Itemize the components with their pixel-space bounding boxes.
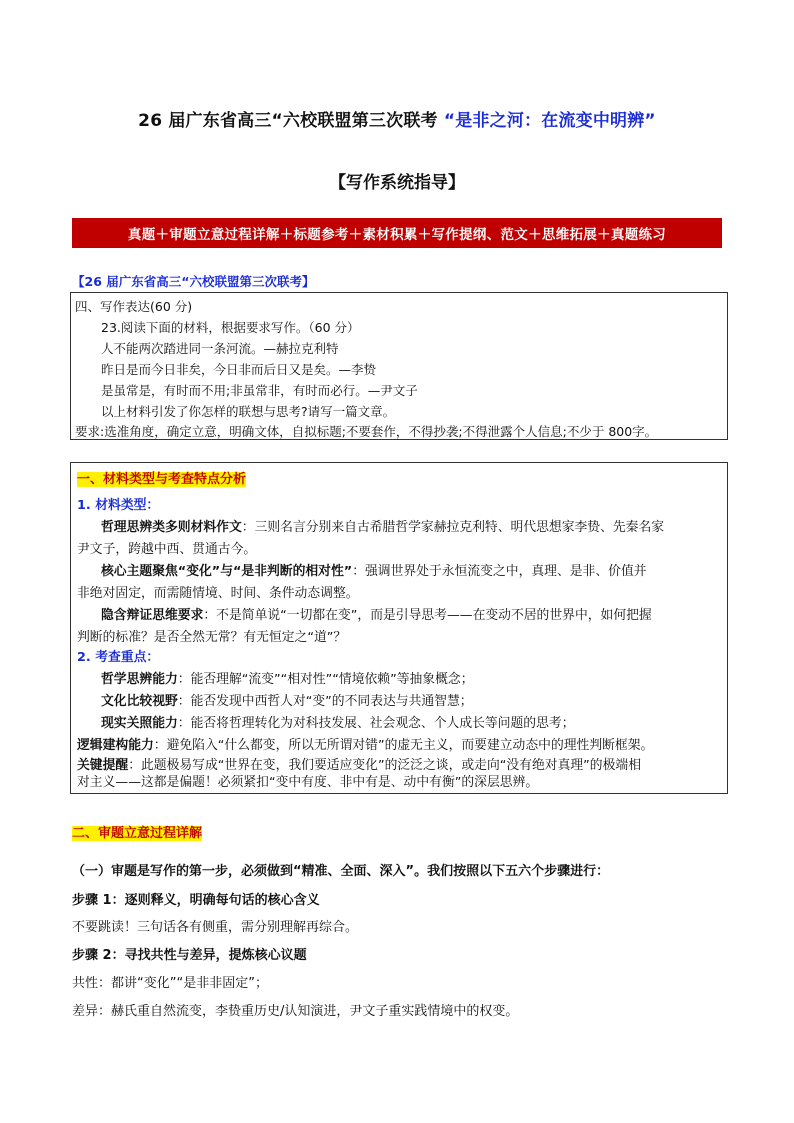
question-instruction: 以上材料引发了你怎样的联想与思考?请写一篇文章。 (101, 404, 396, 419)
document-subtitle: 【写作系统指导】 (329, 173, 465, 193)
type-text-2: 尹文子，跨越中西、贯通古今。 (77, 542, 257, 557)
process-heading-wrap (72, 822, 202, 841)
common-point: 共性：都讲“变化”“是非非固定”； (72, 976, 268, 991)
analysis-box (70, 462, 728, 794)
document-title (0, 106, 794, 131)
tip-text-2: 对主义——这都是偏题！必须紧扣“变中有度、非中有是、动中有衡”的深层思辨。 (77, 775, 539, 790)
dialectic-lead: 隐含辩证思维要求 (101, 608, 204, 623)
question-prompt: 23.阅读下面的材料，根据要求写作。（60 分） (101, 320, 360, 335)
focus1-text: ：能否理解“流变”“相对性”“情境依赖”等抽象概念； (177, 672, 474, 687)
question-section: 四、写作表达(60 分) (75, 299, 193, 314)
step2-title: 步骤 2：寻找共性与差异，提炼核心议题 (72, 948, 307, 963)
analysis-heading: 一、材料类型与考查特点分析 (77, 472, 247, 487)
content-banner: 真题＋审题立意过程详解＋标题参考＋素材积累＋写作提纲、范文＋思维拓展＋真题练习 (72, 218, 722, 248)
process-heading: 二、审题立意过程详解 (72, 826, 203, 841)
focus2-text: ：能否发现中西哲人对“变”的不同表达与共通智慧； (177, 694, 473, 709)
core-text-1: ：强调世界处于永恒流变之中，真理、是非、价值并 (352, 564, 647, 579)
quote-yin-wenzi: 是虽常是，有时而不用;非虽常非，有时而必行。—尹文子 (101, 383, 418, 398)
difference-point: 差异：赫氏重自然流变，李贽重历史/认知演进，尹文子重实践情境中的权变。 (72, 1004, 519, 1019)
dialectic-text-1: ：不是简单说“一切都在变”，而是引导思考——在变动不居的世界中，如何把握 (203, 608, 652, 623)
title-part-2: “是非之河：在流变中明辨” (443, 111, 656, 131)
focus2-lead: 文化比较视野 (101, 694, 178, 709)
quote-heraclitus: 人不能两次踏进同一条河流。—赫拉克利特 (101, 341, 339, 356)
step1-title: 步骤 1：逐则释义，明确每句话的核心含义 (72, 893, 320, 908)
type-lead: 哲理思辨类多则材料作文 (101, 520, 242, 535)
focus-heading: 2. 考查重点： (77, 650, 160, 665)
focus3-lead: 现实关照能力 (101, 716, 178, 731)
focus3-text: ：能否将哲理转化为对科技发展、社会观念、个人成长等问题的思考； (177, 716, 575, 731)
tip-text-1: ：此题极易写成“世界在变，我们要适应变化”的泛泛之谈，或走向“没有绝对真理”的极端相 (128, 758, 641, 773)
core-lead: 核心主题聚焦“变化”与“是非判断的相对性” (101, 564, 353, 579)
tip-lead: 关键提醒 (77, 758, 129, 773)
focus1-lead: 哲学思辨能力 (101, 672, 178, 687)
quote-li-zhi: 昨日是而今日非矣，今日非而后日又是矣。—李贽 (101, 362, 377, 377)
title-part-1: 26 届广东省高三“六校联盟第三次联考 (138, 111, 438, 131)
focus4-text: ：避免陷入“什么都变，所以无所谓对错”的虚无主义，而要建立动态中的理性判断框架。 (153, 738, 654, 753)
process-intro: （一）审题是写作的第一步，必须做到“精准、全面、深入”。我们按照以下五六个步骤进行： (72, 864, 610, 879)
core-text-2: 非绝对固定，而需随情境、时间、条件动态调整。 (77, 586, 359, 601)
step1-text: 不要跳读！三句话各有侧重，需分别理解再综合。 (72, 920, 359, 935)
type-text-1: ：三则名言分别来自古希腊哲学家赫拉克利特、明代思想家李贽、先秦名家 (241, 520, 665, 535)
focus4-lead: 逻辑建构能力 (77, 738, 154, 753)
source-line: 【26 届广东省高三“六校联盟第三次联考】 (72, 274, 315, 289)
material-type-heading: 1. 材料类型： (77, 498, 160, 513)
question-requirement: 要求:选准角度，确定立意，明确文体，自拟标题;不要套作，不得抄袭;不得泄露个人信息;不少于 800字。 (75, 424, 658, 439)
question-box (70, 292, 728, 440)
dialectic-text-2: 判断的标准？是否全然无常？有无恒定之“道”？ (77, 630, 347, 645)
